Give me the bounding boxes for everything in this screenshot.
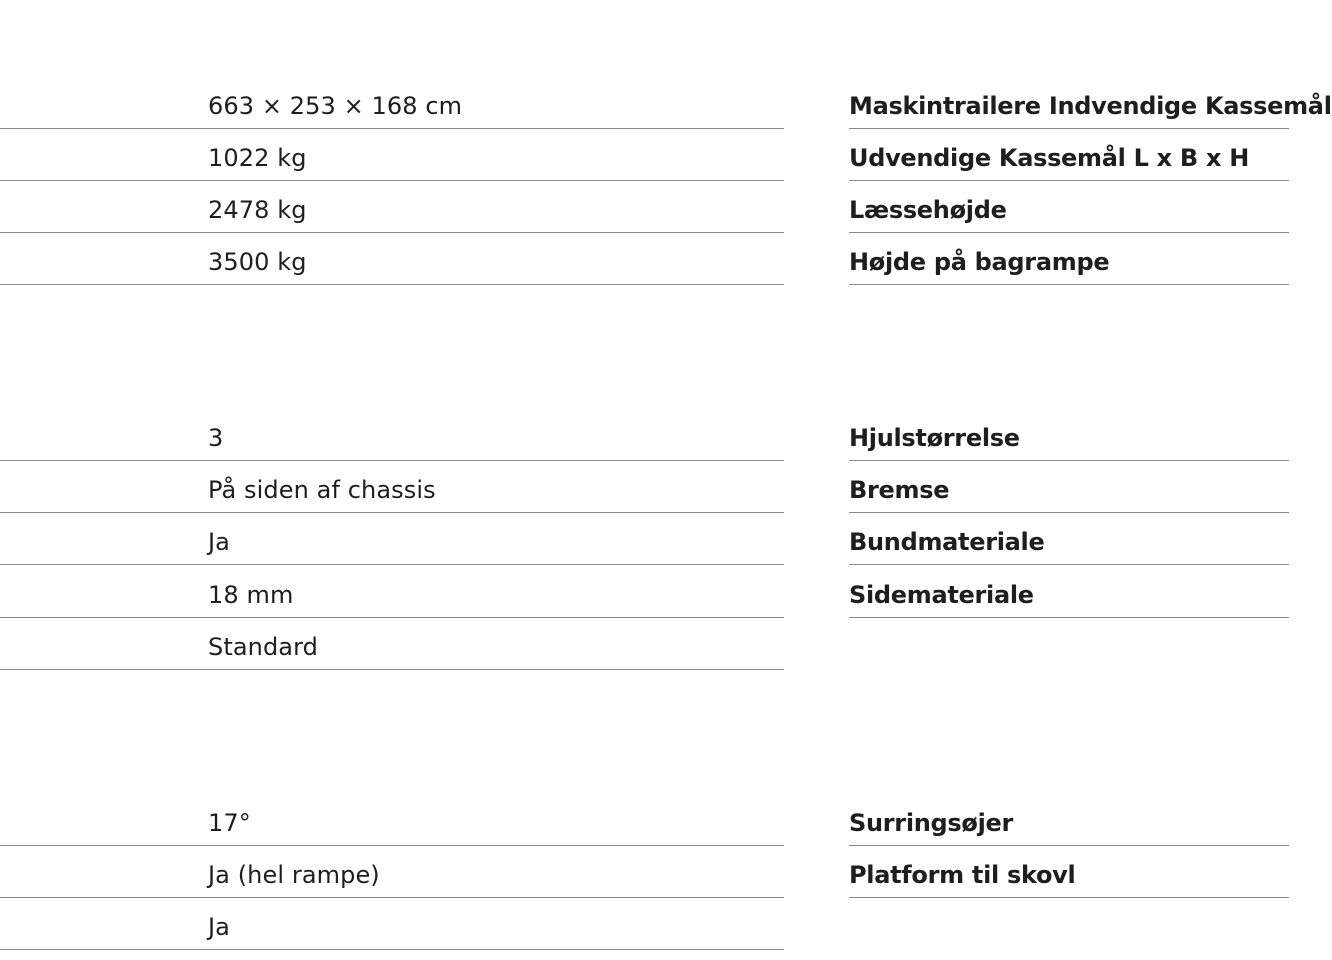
spec-label-row	[849, 461, 1289, 513]
spec-label: Sidemateriale	[849, 581, 1034, 609]
spec-label: Surringsøjer	[849, 809, 1014, 837]
spec-value: 663 × 253 × 168 cm	[208, 92, 463, 120]
spec-label: Bundmateriale	[849, 528, 1045, 556]
spec-value-row	[0, 618, 784, 670]
spec-label-row	[849, 409, 1289, 461]
spec-value-row	[0, 794, 784, 846]
spec-value: Ja (hel rampe)	[208, 861, 380, 889]
spec-value: Ja	[208, 528, 230, 556]
spec-value: 1022 kg	[208, 144, 307, 172]
spec-value-row	[0, 181, 784, 233]
spec-value: 3	[208, 424, 224, 452]
spec-value-row	[0, 409, 784, 461]
spec-label: Læssehøjde	[849, 196, 1007, 224]
spec-value: Standard	[208, 633, 318, 661]
spec-value-row	[0, 566, 784, 618]
spec-value: 2478 kg	[208, 196, 307, 224]
spec-value-row	[0, 513, 784, 565]
spec-value-row	[0, 846, 784, 898]
spec-label: Bremse	[849, 476, 950, 504]
spec-value: 17°	[208, 809, 251, 837]
spec-label-row	[849, 846, 1289, 898]
spec-value: På siden af chassis	[208, 476, 436, 504]
spec-value-row	[0, 77, 784, 129]
spec-label: Hjulstørrelse	[849, 424, 1020, 452]
spec-value: 18 mm	[208, 581, 294, 609]
spec-label-row	[849, 513, 1289, 565]
spec-label: Maskintrailere Indvendige Kassemål	[849, 92, 1332, 120]
spec-value-row	[0, 898, 784, 950]
spec-label-row	[849, 181, 1289, 233]
spec-label: Udvendige Kassemål L x B x H	[849, 144, 1249, 172]
spec-label-row	[849, 794, 1289, 846]
spec-value-row	[0, 233, 784, 285]
spec-label-row	[849, 233, 1289, 285]
spec-value-row	[0, 129, 784, 181]
spec-label: Højde på bagrampe	[849, 248, 1110, 276]
spec-label-row	[849, 566, 1289, 618]
spec-label-row	[849, 77, 1332, 129]
spec-label-row	[849, 129, 1289, 181]
spec-value-row	[0, 461, 784, 513]
spec-label: Platform til skovl	[849, 861, 1076, 889]
spec-value: Ja	[208, 913, 230, 941]
spec-value: 3500 kg	[208, 248, 307, 276]
